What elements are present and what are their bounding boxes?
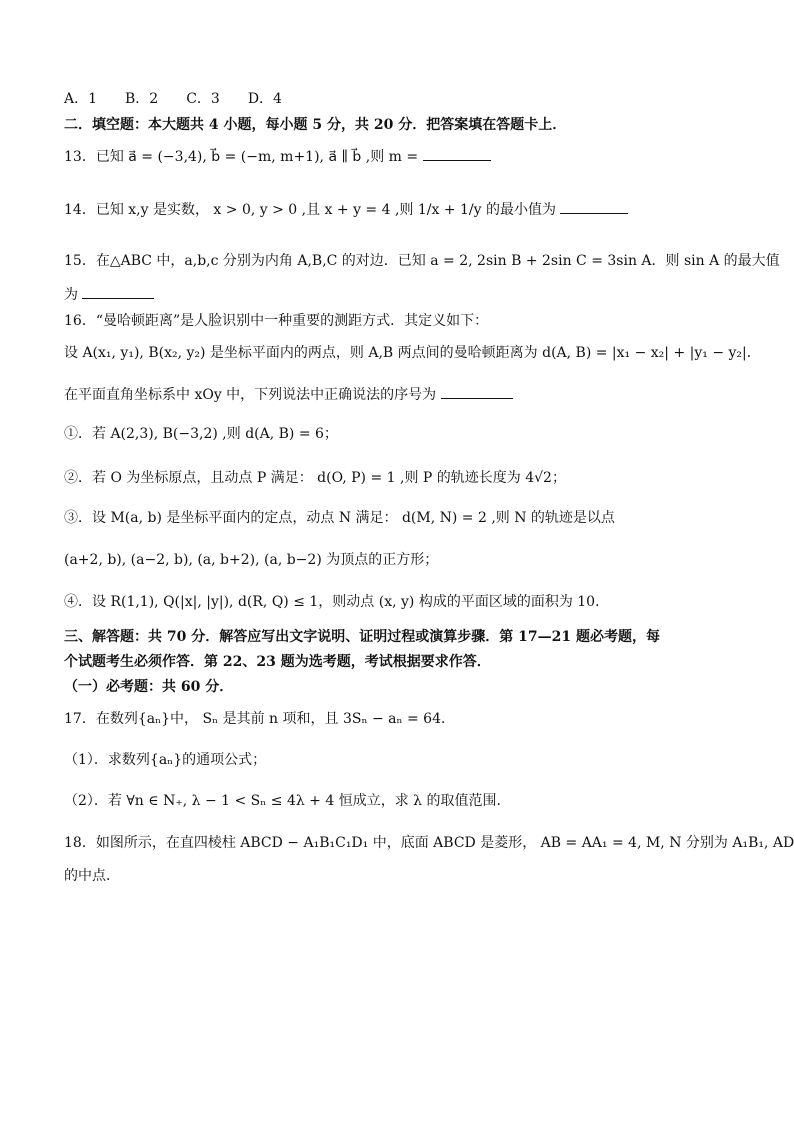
question-15-text: 为 [64, 287, 78, 303]
section3-heading-line2: 个试题考生必须作答．第 22、23 题为选考题，考试根据要求作答． [64, 654, 491, 670]
q16-option-4: ④．设 R(1,1), Q(|x|, |y|), d(R, Q) ≤ 1，则动点 (x, y) 构成的平面区域的面积为 10． [64, 594, 610, 610]
question-17: 17．在数列{aₙ}中， Sₙ 是其前 n 项和，且 3Sₙ − aₙ = 64． [64, 711, 455, 727]
question-18-line1: 18．如图所示，在直四棱柱 ABCD − A₁B₁C₁D₁ 中，底面 ABCD 是菱形， AB = AA₁ = 4, M, N 分别为 A₁B₁, AD [64, 835, 794, 851]
q16-option-3-line2: (a+2, b), (a−2, b), (a, b+2), (a, b−2) 为顶点的正方形； [64, 552, 439, 568]
question-16-definition: 设 A(x₁, y₁), B(x₂, y₂) 是坐标平面内的两点，则 A,B 两点间的曼哈顿距离为 d(A, B) = |x₁ − x₂| + |y₁ − y₂|． [64, 345, 761, 361]
question-15-line1: 15．在△ABC 中，a,b,c 分别为内角 A,B,C 的对边．已知 a = 2, 2sin B + 2sin C = 3sin A．则 sin A 的最大值 [64, 253, 780, 269]
question-13-text: 13．已知 a⃗ = (−3,4), b⃗ = (−m, m+1), a⃗ ∥ b⃗ ,则 m = [64, 149, 419, 165]
question-16-question [64, 384, 754, 405]
section3-heading-line1: 三、解答题：共 70 分．解答应写出文字说明、证明过程或演算步骤．第 17—21 题必考题，每 [64, 629, 660, 645]
question-14 [64, 199, 754, 220]
answer-blank-14 [560, 199, 628, 214]
answer-blank-13 [423, 146, 491, 161]
question-17-part1: （1）．求数列{aₙ}的通项公式； [64, 752, 267, 768]
choices-line: A．1 B．2 C．3 D．4 [64, 91, 282, 107]
q16-option-3-line1: ③．设 M(a, b) 是坐标平面内的定点，动点 N 满足： d(M, N) = 2 ,则 N 的轨迹是以点 [64, 510, 615, 526]
q16-option-2: ②．若 O 为坐标原点，且动点 P 满足： d(O, P) = 1 ,则 P 的轨迹长度为 4√2； [64, 470, 566, 486]
question-17-part2: （2）．若 ∀n ∈ N₊, λ − 1 < Sₙ ≤ 4λ + 4 恒成立，求 λ 的取值范围． [64, 793, 511, 809]
question-16-text: 在平面直角坐标系中 xOy 中，下列说法中正确说法的序号为 [64, 387, 437, 403]
question-15-line2 [64, 284, 754, 305]
section2-heading: 二．填空题：本大题共 4 小题，每小题 5 分，共 20 分．把答案填在答题卡上． [64, 117, 567, 133]
answer-blank-16 [441, 384, 513, 399]
section3-subheading: （一）必考题：共 60 分． [64, 679, 234, 695]
q16-option-1: ①．若 A(2,3), B(−3,2) ,则 d(A, B) = 6； [64, 426, 338, 442]
question-14-text: 14．已知 x,y 是实数， x > 0, y > 0 ,且 x + y = 4 ,则 1/x + 1/y 的最小值为 [64, 202, 557, 218]
question-16-intro: 16．“曼哈顿距离”是人脸识别中一种重要的测距方式．其定义如下： [64, 313, 489, 329]
answer-blank-15 [82, 284, 154, 299]
question-13 [64, 146, 754, 167]
question-18-line2: 的中点． [64, 868, 120, 884]
